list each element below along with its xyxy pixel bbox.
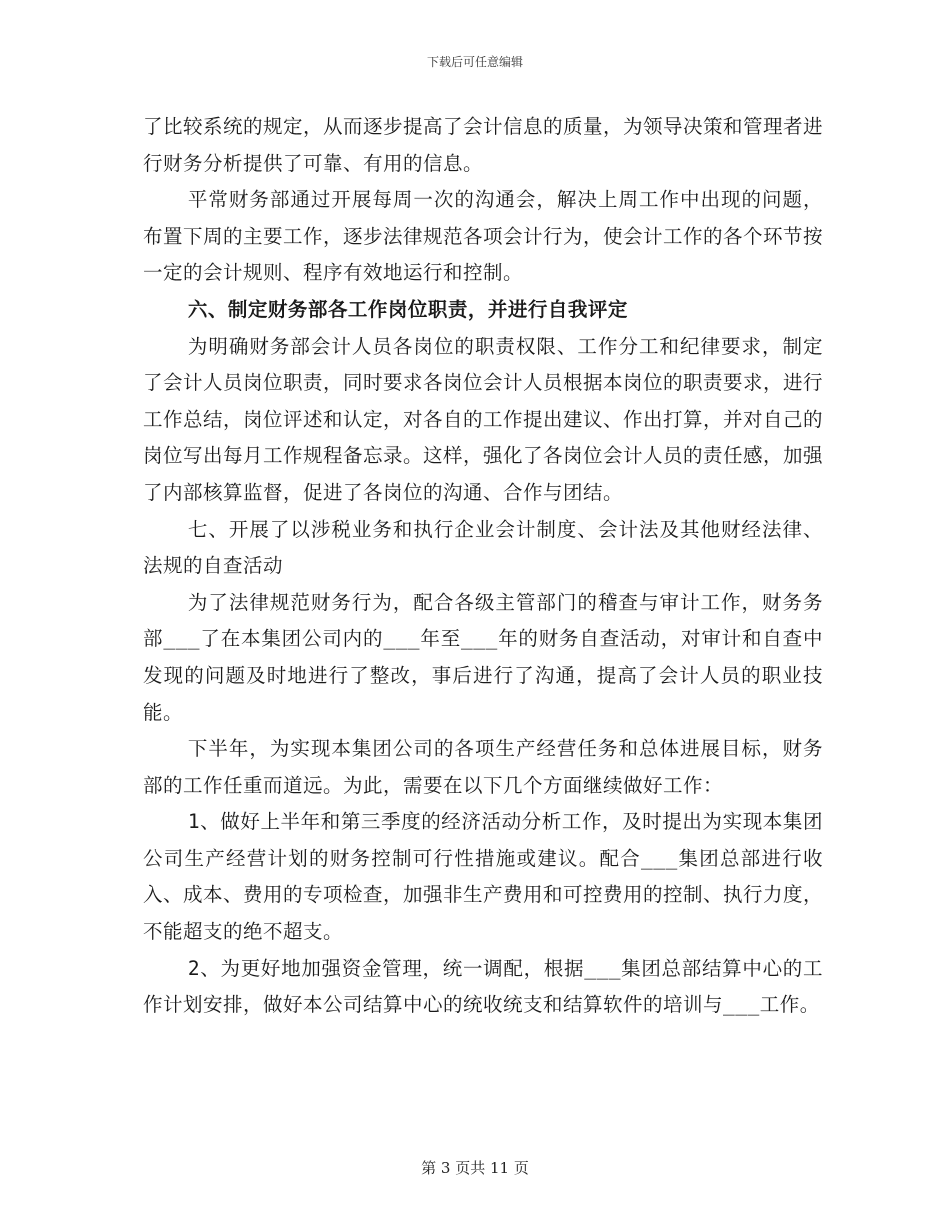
section-heading-seven: 七、开展了以涉税业务和执行企业会计制度、会计法及其他财经法律、法规的自查活动 xyxy=(143,517,823,578)
paragraph-continuation: 了比较系统的规定，从而逐步提高了会计信息的质量，为领导决策和管理者进行财务分析提供了可靠、有用的信息。 xyxy=(143,115,824,175)
list-item-1: 1、做好上半年和第三季度的经济活动分析工作，及时提出为实现本集团公司生产经营计划的财务控制可行性措施或建议。配合___集团总部进行收入、成本、费用的专项检查，加强非生产费用和可控费用的控制、执行力度，不能超支的绝不超支。 xyxy=(143,810,824,944)
paragraph-job-duties: 为明确财务部会计人员各岗位的职责权限、工作分工和纪律要求，制定了会计人员岗位职责，同时要求各岗位会计人员根据本岗位的职责要求，进行工作总结，岗位评述和认定，对各自的工作提出建议、作出打算，并对自己的岗位写出每月工作规程备忘录。这样，强化了各岗位会计人员的责任感，加强了内部核算监督，促进了各岗位的沟通、合作与团结。 xyxy=(143,334,824,504)
paragraph-second-half: 下半年，为实现本集团公司的各项生产经营任务和总体进展目标，财务部的工作任重而道远。为此，需要在以下几个方面继续做好工作： xyxy=(143,737,823,797)
paragraph-weekly-meeting: 平常财务部通过开展每周一次的沟通会，解决上周工作中出现的问题，布置下周的主要工作，逐步法律规范各项会计行为，使会计工作的各个环节按一定的会计规则、程序有效地运行和控制。 xyxy=(143,188,824,285)
list-item-2: 2、为更好地加强资金管理，统一调配，根据___集团总部结算中心的工作计划安排，做好本公司结算中心的统收统支和结算软件的培训与___工作。 xyxy=(143,956,823,1017)
page-footer: 第 3 页共 11 页 xyxy=(421,1159,529,1177)
document-body xyxy=(143,109,823,1024)
page-header: 下载后可任意编辑 xyxy=(426,55,523,69)
section-heading-six: 六、制定财务部各工作岗位职责，并进行自我评定 xyxy=(187,297,628,321)
paragraph-self-inspection: 为了法律规范财务行为，配合各级主管部门的稽查与审计工作，财务务部___了在本集团公司内的___年至___年的财务自查活动，对审计和自查中发现的问题及时地进行了整改，事后进行了沟通，提高了会计人员的职业技能。 xyxy=(143,590,823,724)
